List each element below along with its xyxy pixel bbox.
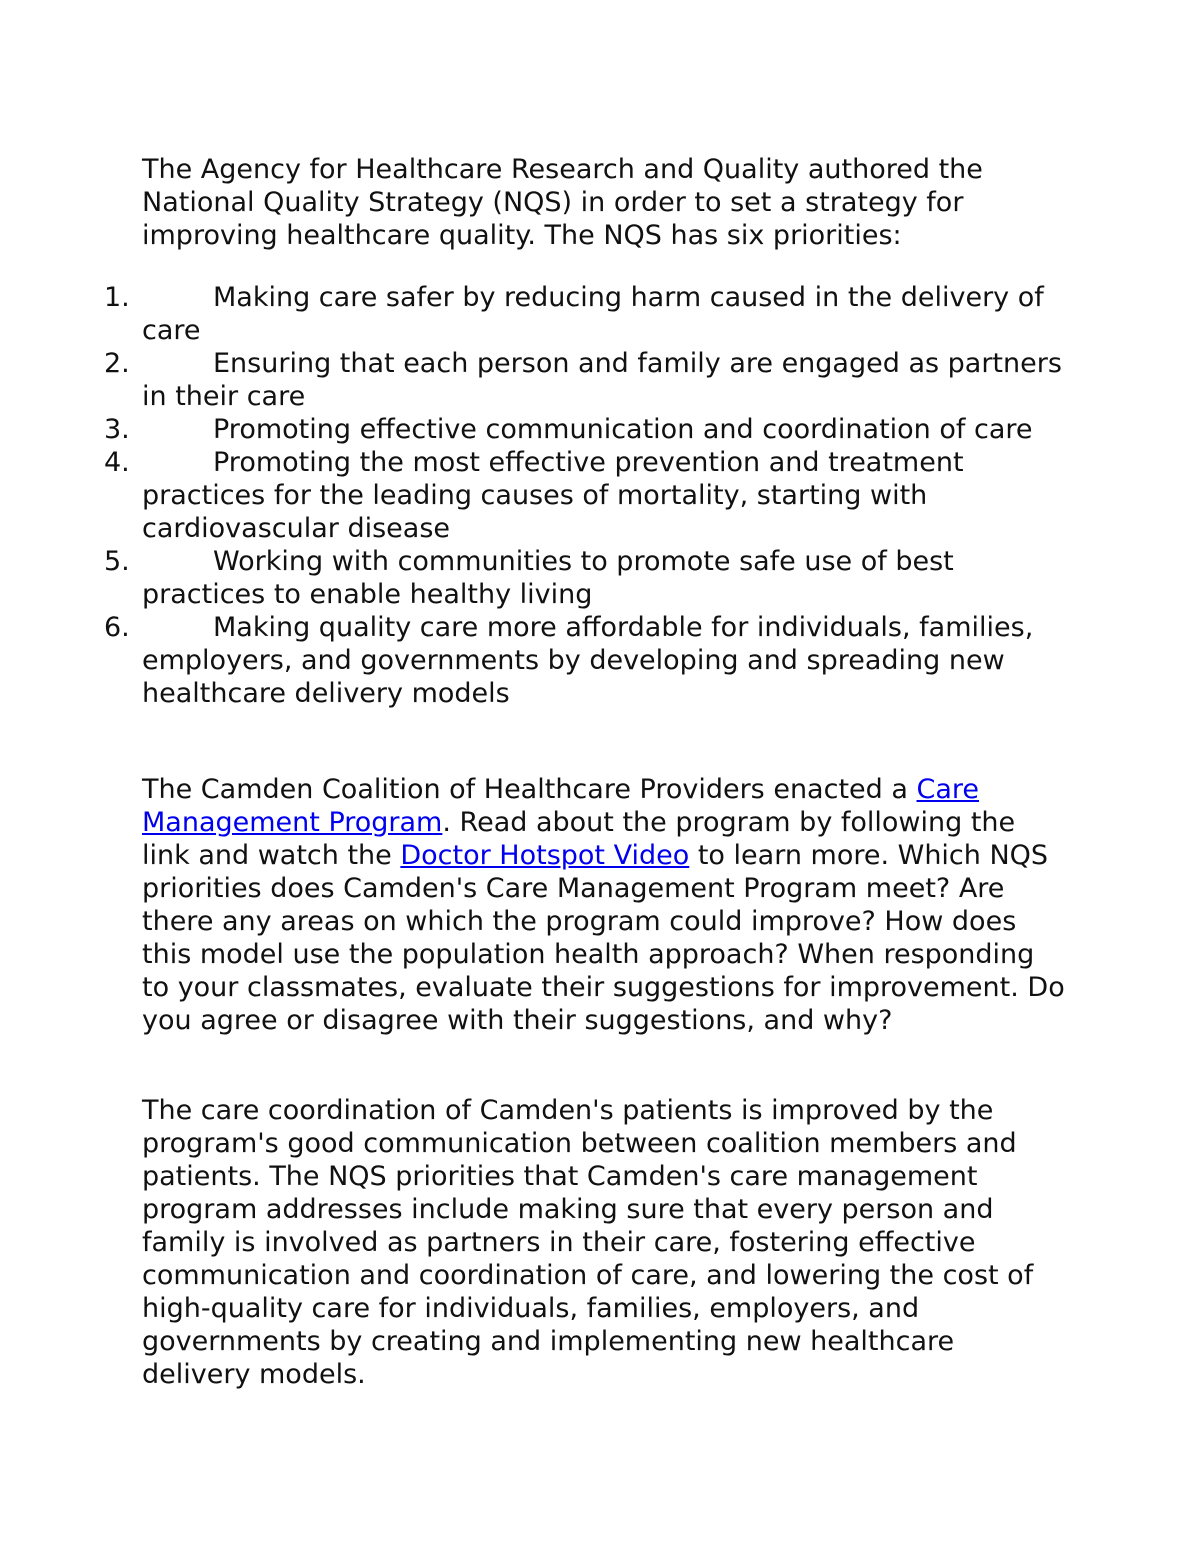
question-text-part2: . Read about the program by following the link and watch the [142,807,1016,871]
question-text-part3: to learn more. Which NQS priorities does Camden's Care Management Program meet? Are there any areas on which the program could improve? How does this model use the population health approach? When responding to your classmates, evaluate their suggestions for improvement. Do you agree or disagree with their suggestions, and why? [142,840,1065,1036]
priorities-list [0,281,1200,710]
list-item [0,545,1067,611]
list-item [0,347,1067,413]
question-paragraph [142,773,1067,1037]
list-item [0,446,1067,545]
care-management-program-link[interactable]: Care Management Program [142,774,980,838]
intro-paragraph: The Agency for Healthcare Research and Quality authored the National Quality Strategy (NQS) in order to set a strategy for improving healthcare quality. The NQS has six priorities: [142,154,983,251]
list-item-text: Promoting the most effective prevention and treatment practices for the leading causes of mortality, starting with cardiovascular disease [142,447,964,544]
list-item-text: Making quality care more affordable for individuals, families, employers, and governments by developing and spreading new healthcare delivery models [142,612,1034,709]
list-item [0,281,1067,347]
list-item-text: Ensuring that each person and family are engaged as partners in their care [142,348,1062,412]
list-item-number: 1. [104,282,130,313]
list-item [0,413,1067,446]
doctor-hotspot-video-link[interactable]: Doctor Hotspot Video [400,840,690,871]
list-item-number: 3. [104,414,130,445]
list-item-number: 5. [104,546,130,577]
list-item [0,611,1067,710]
list-item-number: 6. [104,612,130,643]
list-item-number: 2. [104,348,130,379]
list-item-number: 4. [104,447,130,478]
answer-paragraph: The care coordination of Camden's patients is improved by the program's good communication between coalition members and patients. The NQS priorities that Camden's care management program addresses include making sure that every person and family is involved as partners in their care, fostering effective communication and coordination of care, and lowering the cost of high-quality care for individuals, families, employers, and governments by creating and implementing new healthcare delivery models. [142,1095,1034,1390]
question-text-part1: The Camden Coalition of Healthcare Providers enacted a [142,774,917,805]
list-item-text: Promoting effective communication and coordination of care [213,414,1033,445]
list-item-text: Making care safer by reducing harm caused in the delivery of care [142,282,1044,346]
list-item-text: Working with communities to promote safe use of best practices to enable healthy living [142,546,954,610]
